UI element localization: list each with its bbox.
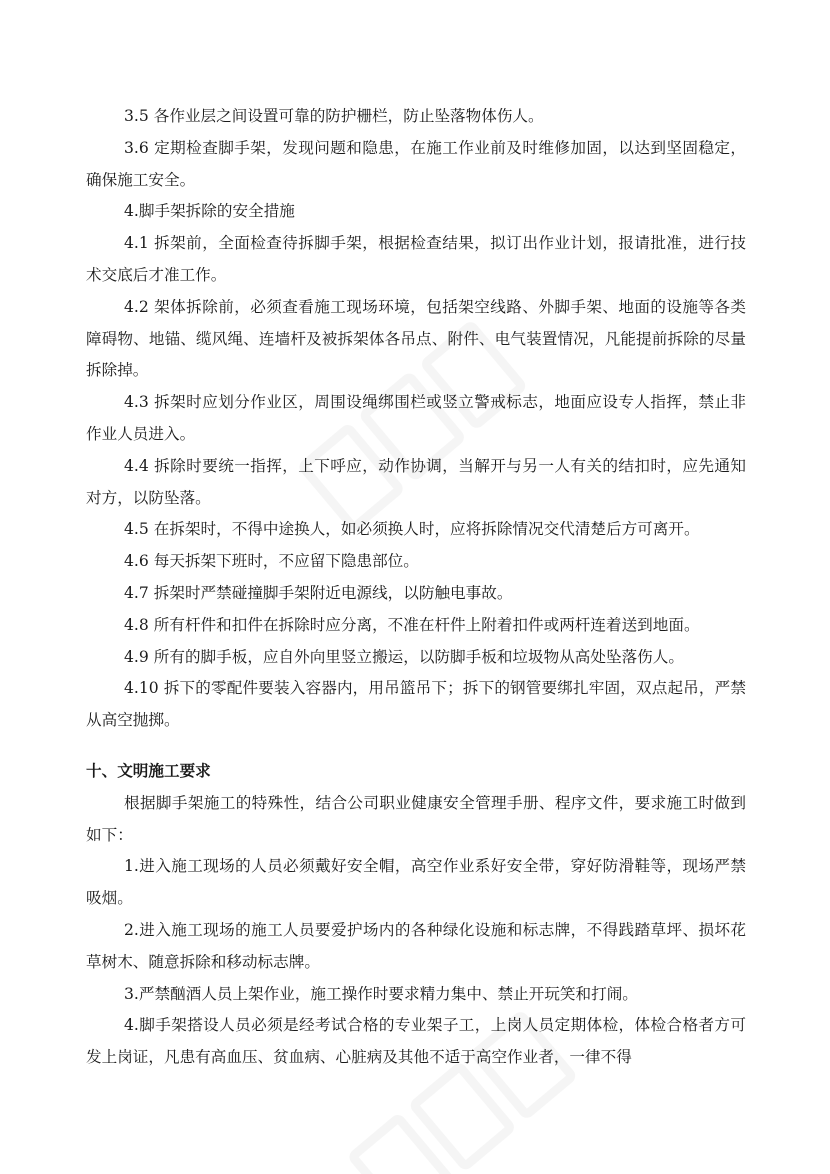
- paragraph-4-6: 4.6 每天拆架下班时，不应留下隐患部位。: [124, 552, 419, 571]
- paragraph-4-5: 4.5 在拆架时，不得中途换人，如必须换人时，应将拆除情况交代清楚后方可离开。: [124, 520, 700, 539]
- requirement-1: 1.进入施工现场的人员必须戴好安全帽，高空作业系好安全带，穿好防滑鞋等，现场严禁吸烟。: [86, 857, 746, 908]
- paragraph-4-10: 4.10 拆下的零配件要装入容器内，用吊篮吊下；拆下的钢管要绑扎牢固，双点起吊，严禁从高空抛掷。: [86, 679, 746, 730]
- paragraph-4-7: 4.7 拆架时严禁碰撞脚手架附近电源线，以防触电事故。: [124, 583, 513, 602]
- section-spacer: [86, 737, 746, 756]
- section-title: 十、文明施工要求: [86, 761, 211, 780]
- paragraph-4-2: 4.2 架体拆除前，必须查看施工现场环境，包括架空线路、外脚手架、地面的设施等各类障碍物、地锚、缆风绳、连墙杆及被拆架体各吊点、附件、电气装置情况，凡能提前拆除的尽量拆除掉。: [86, 297, 746, 380]
- paragraph-4-8: 4.8 所有杆件和扣件在拆除时应分离，不准在杆件上附着扣件或两杆连着送到地面。: [124, 615, 700, 634]
- document-body: [86, 101, 746, 1074]
- requirement-3: 3.严禁酗酒人员上架作业，施工操作时要求精力集中、禁止开玩笑和打闹。: [124, 984, 638, 1003]
- requirement-4: 4.脚手架搭设人员必须是经考试合格的专业架子工，上岗人员定期体检，体检合格者方可发上岗证，凡患有高血压、贫血病、心脏病及其他不适于高空作业者，一律不得: [86, 1016, 746, 1067]
- subheading-4: 4.脚手架拆除的安全措施: [124, 202, 295, 221]
- paragraph-3-5: 3.5 各作业层之间设置可靠的防护栅栏，防止坠落物体伤人。: [124, 107, 544, 125]
- paragraph-4-9: 4.9 所有的脚手板，应自外向里竖立搬运，以防脚手板和垃圾物从高处坠落伤人。: [124, 647, 684, 666]
- paragraph-3-6: 3.6 定期检查脚手架，发现问题和隐患，在施工作业前及时维修加固，以达到坚固稳定，确保施工安全。: [86, 138, 746, 189]
- requirement-2: 2.进入施工现场的施工人员要爱护场内的各种绿化设施和标志牌，不得践踏草坪、损坏花草树木、随意拆除和移动标志牌。: [86, 920, 746, 971]
- section-intro: 根据脚手架施工的特殊性，结合公司职业健康安全管理手册、程序文件，要求施工时做到如下：: [86, 793, 746, 844]
- paragraph-4-4: 4.4 拆除时要统一指挥，上下呼应，动作协调，当解开与另一人有关的结扣时，应先通知对方，以防坠落。: [86, 456, 746, 507]
- paragraph-4-1: 4.1 拆架前，全面检查待拆脚手架，根据检查结果，拟订出作业计划，报请批准，进行技术交底后才准工作。: [86, 234, 746, 284]
- paragraph-4-3: 4.3 拆架时应划分作业区，周围设绳绑围栏或竖立警戒标志，地面应设专人指挥，禁止非作业人员进入。: [86, 393, 746, 443]
